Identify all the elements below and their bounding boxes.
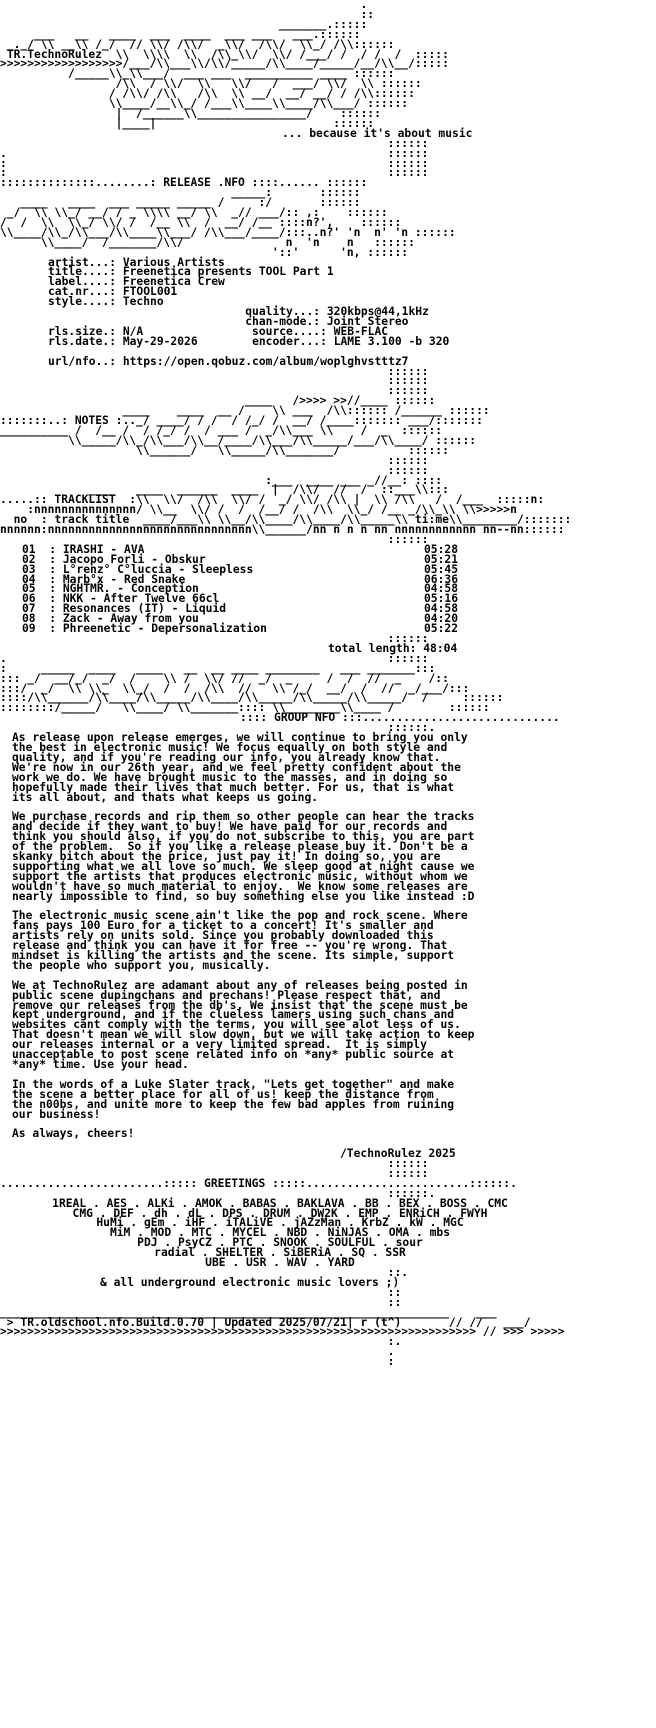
style-value: Techno [122,295,164,309]
track-time: 05:22 [424,622,459,636]
track-time: 05:16 [424,592,459,606]
track-separator: : [35,612,63,626]
catnr-value: FTOOL001 [122,285,178,299]
track-time: 06:36 [424,572,459,586]
track-separator: : [35,582,63,596]
track-number: 01 [22,542,36,556]
spacer-dots: :::::: . :::::: : :::::: : :::::: [0,136,429,180]
track-time: 05:28 [424,542,459,556]
date-encoder-row: rls.date.: May-29-2026 encoder...: LAME 3.100 -b 320 [48,334,450,348]
release-title-line: ::::::::::::::........: RELEASE .NFO ::::...... :::::: [0,176,368,190]
title-value: Freenetica presents TOOL Part 1 [122,265,334,279]
group-title-line: :::: GROUP NFO :::............................. [240,711,560,725]
track-time: 05:45 [424,562,459,576]
track-title: NGHTMR. - Conception [62,582,199,596]
greetings-end-spacer: :: :: [387,1285,402,1309]
greetings-list [0,1196,656,1270]
track-time: 04:20 [424,612,459,626]
footer-line: > TR.oldschool.nfo.Build.0.70 | Updated 2025/07/21| r (t^) // // ___/ [0,1315,531,1329]
greeting-line: 1REAL . AES . ALKi . AMOK . BABAS . BAKLAVA . BB . BEX . BOSS . CMC [52,1196,508,1210]
size-source-row: rls.size.: N/A source....: WEB-FLAC [48,324,389,338]
catnr-row: cat.nr...: FTOOL001 [48,285,178,299]
col-time: ti:me [414,513,449,527]
quality-value: 320kbps@44,1kHz [326,305,429,319]
tracklist-logo-art: :___ ____ ___ _//__: :::: ____ ____ ______ ____ | /\\/ // / ::___\\::: [88,473,449,497]
track-separator: : [35,592,63,606]
signature: /TechnoRulez 2025 [340,1147,456,1161]
greetings-closing: & all underground electronic music lovers ;) [100,1275,400,1289]
url-row: url/nfo..: https://open.qobuz.com/album/woplghvstttz7 [48,354,409,368]
spacer-2: :::::: :::::: :::::: [387,364,429,398]
release-info-block [0,255,656,368]
greeting-line: HuMi . gEm . iHF . iTALiVE . jAZzMan . KrbZ . kW . MGC [96,1216,464,1230]
greetings-spacer: ::::::. [0,1186,436,1200]
group-paragraph: As release upon release emerges, we will continue to bring you only the best in electronic music! We focus equally on both style and quality, and if you're reading our info, you already know that. We're now in our 26th year, and we feel pretty confident about the work we do. We have brought music to the masses, and in doing so hopefully made their lives that much better. For us, that is what its all about, and thats what keeps us going. [12,731,468,804]
tracklist-title: TRACKLIST [54,493,116,507]
track-time: 04:58 [424,582,459,596]
artist-value: Various Artists [122,255,225,269]
footer-build: TR.oldschool.nfo.Build.0.70 [20,1315,205,1329]
tracklist-spacer: :::::: [0,532,429,546]
track-separator: : [35,572,63,586]
notes-title: NOTES [74,414,109,428]
label-value: Freenetica Crew [122,275,225,289]
group-paragraph: We at TechnoRulez are adamant about any of releases being posted in public scene dupingchans and prechans! Please respect that, and remove our releases from the db's. We insist that the scene must be kept underground, and if the clueless lamers using such chans and websites cant comply with the terms, you will see alot less of us. That doesn't mean we will slow down, but we will take action to keep our releases internal or a very limited spread. It is simply unacceptable to post scene related info on *any* public source at *any* time. Use your head. [12,978,475,1071]
track-number: 04 [22,572,36,586]
source-value: WEB-FLAC [333,324,389,338]
track-separator: : [35,542,63,556]
track-number: 02 [22,552,36,566]
group-paragraph: We purchase records and rip them so other people can hear the tracks and decide if they want to buy! We have paid for our records and think you should also, if you do not subscribe to this, you are part of the problem. So if you like a release please buy it. Don't be a skanky bitch about the price, just pay it! In doing so, you are supporting what we all love so much. We sleep good at night cause we support the artists that produces electronic music, without whom we wouldn't have so much material to enjoy. We know some releases are nearly impossible to find, so buy something else you like instead :D [12,810,475,903]
greeting-line: UBE . USR . WAV . YARD [205,1256,355,1270]
greetings-spacer-2: ::. [0,1266,409,1279]
artist-row: artist...: Various Artists [48,255,225,269]
track-title: IRASHI - AVA [62,542,145,556]
chanmode-value: Joint Stereo [326,315,409,328]
track-list [0,542,656,636]
track-title: Jacopo Forli - Obskur [62,552,206,566]
size-value: N/A [122,324,144,338]
track-number: 08 [22,612,36,626]
tagline: ... because it's about music [282,126,473,140]
track-title: Resonances (IT) - Liquid [62,602,227,616]
track-title: Phreenetic - Depersonalization [62,622,267,636]
notes-title-line: :::::::..: NOTES :.._/ ____/ / / / /_/ / __/ /____::::::: ___/::::::: [0,414,483,428]
group-end-spacer: :::::: :::::: [387,1157,429,1180]
group-tag-line: TR.TechnoRulez \\ \\\\ \\ /\\_\\/ \\/ /___/ / / / / ::::: [6,47,449,61]
header-arrows-art: >>>>>>>>>>>>>>>>>>/___/\\___\\/\\/_____/\\____/_____/__/\\__/::::: /_____\\_\\___/ ___ ___ __________ ____ :::::: /\\ / \\/ \\ \\/ / ___/ \\/ \\ :::::: / /\\/ /\\ /\\ \\ __/ __/ __/ / /\\:::::: \\____/__\\_/ /___\\____\\____/\\___/ :::::: | /______\\________________/ :::::: |____| :::::: [0,57,449,130]
group-tag: TR.TechnoRulez [6,47,103,61]
track-separator: : [35,622,63,636]
greetings-title-line: ........................::::: GREETINGS :::::........................::::::. [0,1176,517,1190]
group-spacer: ::::::. [0,721,436,735]
greeting-line: PDJ . PsyCZ . PTC . SNOOK . SOULFUL . sour [137,1236,423,1250]
total-value: 48:04 [423,641,458,655]
title-row: title....: Freenetica presents TOOL Part 1 [48,265,334,279]
tracklist-divider: nnnnnn:nnnnnnnnnnnnnnnnnnnnnnnnnnnnnn\\______/nn n n n nn nnnnnnnnnnnn nn--nn:::::: [0,523,565,537]
col-no: no [13,513,28,527]
quality-row: quality...: 320kbps@44,1kHz [48,305,429,319]
track-separator: : [35,552,63,566]
tracklist-header: no : track title ____/___\\ \\__/\\____/\\____/\\_____\\ ti:me\\________/::::::: [13,513,572,527]
notes-logo-art-2: __________ / /__ / / /_/ / / ___ / _/\\___ \\ / _ :::::: \\_____/\\_/\\___/\\__/____/\\___/\\_____/___/\\____/ :::::: \\______/ \\_____/\\_______/ :::::: :::::: :::::: [0,423,477,477]
track-number: 07 [22,602,36,616]
tracklist-title-line: .....:: TRACKLIST :\\ \\/ /\\ \\/ / _/ \\/ /\\ | \\ /\\ / /___ :::::n: [0,493,545,507]
tracklist-spacer-2: :::::: [0,632,429,645]
total-label: total length: [328,641,417,655]
chanmode-row: chan-mode.: Joint Stereo [48,315,409,328]
group-paragraph: As always, cheers! [12,1127,135,1141]
group-title: GROUP NFO [274,711,336,725]
group-paragraph: In the words of a Luke Slater track, "Lets get together" and make the scene a better place for all of us! keep the distance from the n00bs, and unite more to keep the few bad apples from ruining our business! [12,1077,455,1121]
track-title: Marb°x - Red Snake [62,572,186,586]
label-row: label....: Freenetica Crew [48,275,225,289]
footer-face: r (t^) [360,1315,402,1329]
url-value[interactable]: https://open.qobuz.com/album/woplghvstttz7 [122,354,409,368]
footer-arrows: >>>>>>>>>>>>>>>>>>>>>>>>>>>>>>>>>>>>>>>>>>>>>>>>>>>>>>>>>>>>>>>>>>>>>> // >>> >>>>> :. . : [0,1325,565,1369]
track-separator: : [35,602,63,616]
header-logo-art: . :: _______.::::: ___ __ ____ ___ ____ ___ ___ ___.:::::: _._/ \\ __\\ /_/ // \\/ /\\/ _\\/ /\\/ \\_/ /\\:::::: [6,0,395,51]
track-number: 09 [22,622,36,636]
group-paragraph: The electronic music scene ain't like the pop and rock scene. Where fans pays 100 Euro for a ticket to a concert! It's smaller and artists rely on units sold. Since you probably downloaded this release and think you can have it for free -- you're wrong. That mindset is killing the artists and the scene. Its simple, support the people who support you, musically. [12,909,468,972]
group-text [0,733,656,1149]
notes-logo-art: ____ />>>> >>//____ :::::: ____ ____ __ / \\ ___ /\\:::::: /______ :::::: [122,394,490,418]
release-title: RELEASE .NFO [163,176,245,190]
greetings-title: GREETINGS [204,1176,266,1190]
track-time: 05:21 [424,552,459,566]
track-time: 04:58 [424,602,459,616]
track-title: NKK - After Twelve 66cl [62,592,220,606]
track-number: 03 [22,562,36,576]
style-row: style....: Techno [48,295,164,309]
track-number: 06 [22,592,36,606]
group-logo-art: . :::::: : _____ ____ ____ __ __ ____ ________ ___ _______::: ::: _/ __/_/ _/ / \\ / \\/ // _/ _ / / // _ /:: :::/ _/ \\ \\_ \\_/ / / /\\ // \\ /_/ __/ / // _/___/::: ::::/\\______/\\____/\\_____/\\____/\\_____/\\_____/\\_____/ / :::::: ::::::::/_____/ \\____/ \\_______:::: \\________\\____ / :::::: [0,651,504,715]
tracklist-logo-art-2: :nnnnnnnnnnnnnnn/ \\__ \\/ / / /__/ / /\\ \\_/ /__ _/\\_\\ \\>>>>>n [0,503,517,517]
encoder-value: LAME 3.100 -b 320 [333,334,450,348]
track-title: L°renz° C°luccia - Sleepless [62,562,254,576]
track-row [0,624,656,634]
track-title: Zack - Away from you [62,612,199,626]
greeting-line: MiM . MOD . MTC . MYCEL . NBD . NiNJAS . OMA . mbs [109,1226,451,1240]
track-separator: : [35,562,63,576]
col-title: track title [54,513,130,527]
footer-updated: Updated 2025/07/21 [224,1315,347,1329]
greeting-line: CMG . DEF . dh . dL . DPS . DRUM . DW2K . EMP . ENRiCH . FWYH [72,1206,488,1220]
footer-top-line: __________________________________________________________________ ___ [0,1305,497,1319]
release-logo-art: _____: :::::: ____ ____ ___ _____ _____ / :/ :::::: _/ \\ \\_/ __/ / _ \\\\ __/ \\ _// ___/:: ,: :::::: / / \\ \\_/ \\/ / /__ \\ / __/ /__ ::::n?', :::::: \\____/\\_/\\___/\\____\\___/ /\\___/____/:::..n?' 'n n' 'n :::::: \\____/ /_______/\\/ n 'n n :::::: '::' 'n, :::::: [0,186,456,259]
track-number: 05 [22,582,36,596]
paragraph-spacer [12,1139,656,1149]
greeting-line: radial . SHELTER . SiBERiA . SQ . SSR [154,1246,406,1260]
date-value: May-29-2026 [122,334,198,348]
